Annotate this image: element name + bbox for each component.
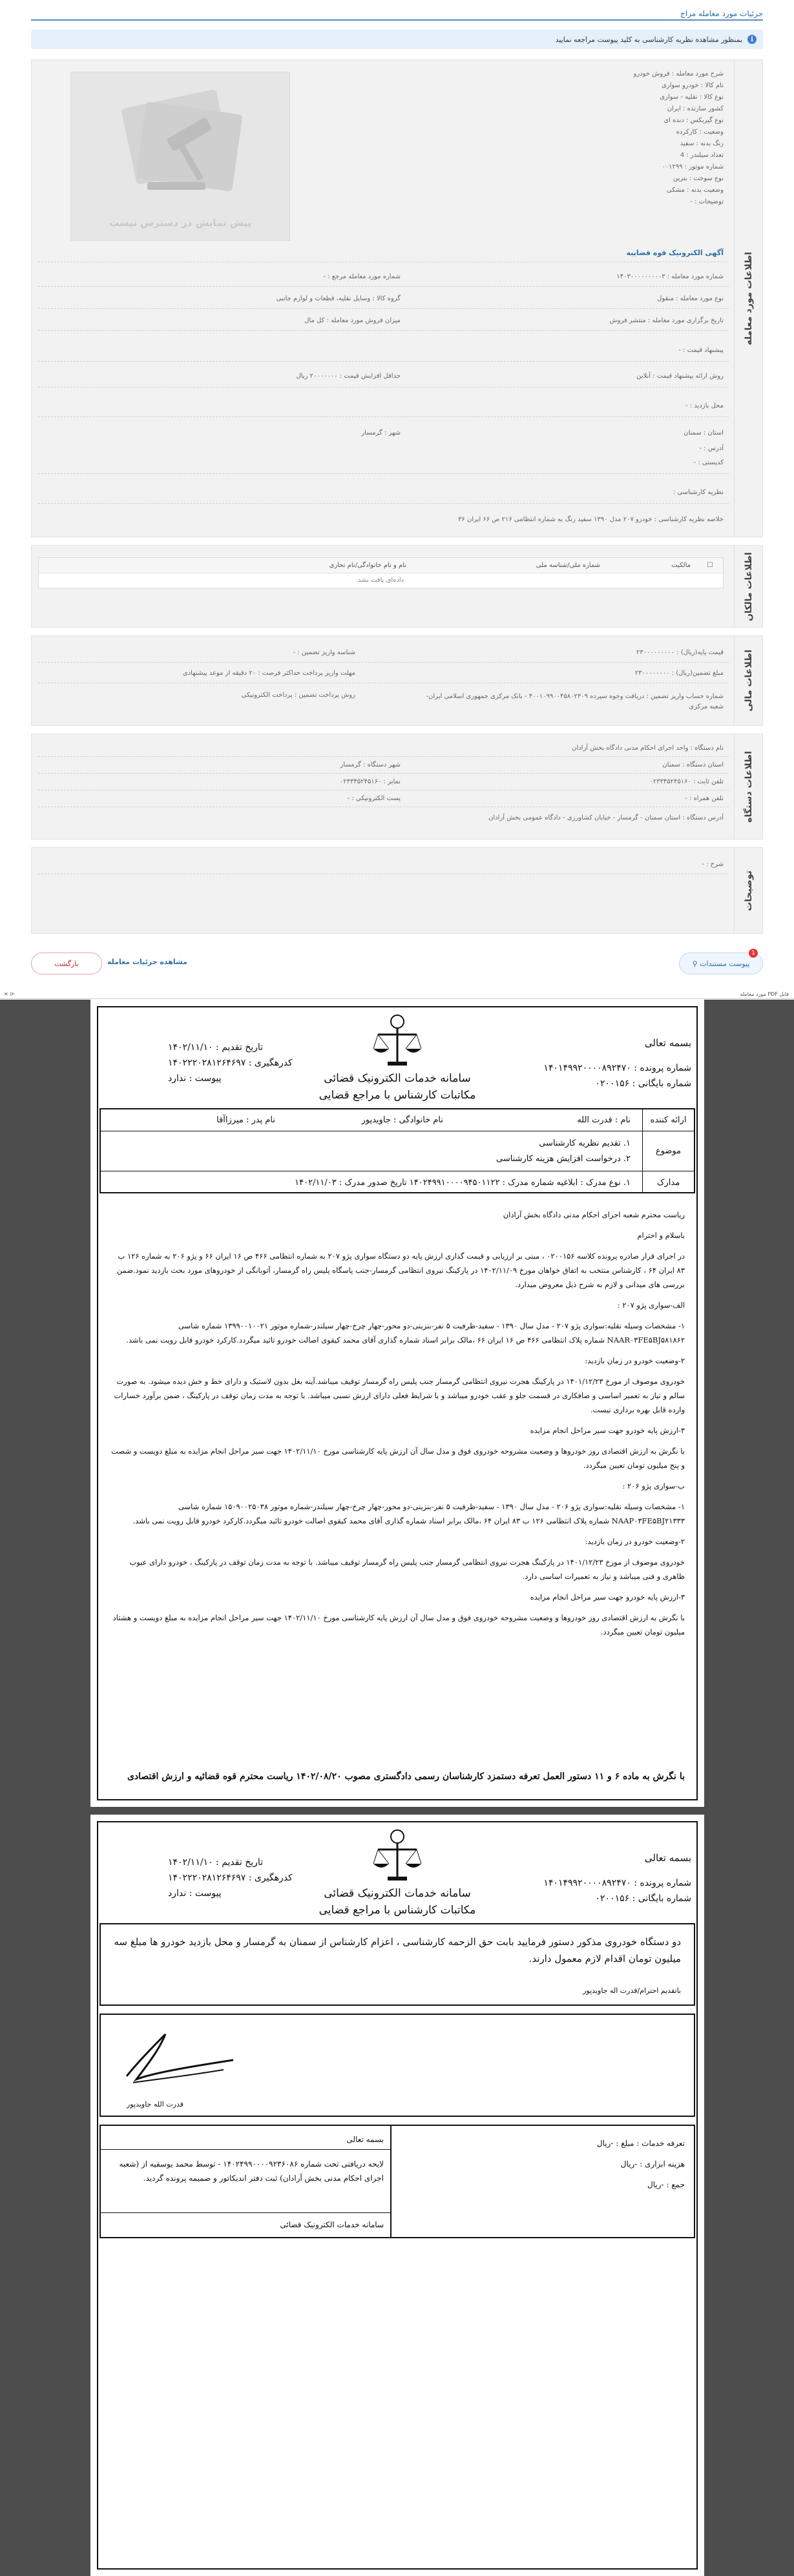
- doc-paragraph: ب-سواری پژو ۲۰۶ :: [622, 1481, 685, 1490]
- owners-table: [38, 557, 724, 588]
- agency-field: نمابر : ۰۲۳۳۴۵۲۴۵۱۶۰: [339, 778, 401, 785]
- docs-row: [101, 1171, 694, 1193]
- item-field: کشور سازنده : ایران: [667, 105, 724, 112]
- doc-date: تاریخ تقدیم : ۱۴۰۲/۱۱/۱۰: [168, 1042, 264, 1053]
- no-image-text: پیش نمایش در دسترس نیست: [109, 217, 251, 229]
- agency-field: آدرس دستگاه : استان سمنان - گرمسار - خیابان کشاورزی - دادگاه عمومی بخش آرادان: [488, 814, 724, 821]
- signature-image: [114, 2021, 243, 2099]
- request-box: [99, 1923, 695, 2006]
- doc-paragraph: ۱- مشخصات وسیله نقلیه:سواری پژو ۲۰۷ - مدل سال ۱۳۹۰ - سفید-ظرفیت ۵ نفر-بنزینی-دو محور-چهار چرخ-چهار سیلندر-شماره موتور ۱۳۹۹۰۰۱۰۰۲۱ شماره شاسی NAAR۰۳FE۵BJ۵۸۱۸۶۲ شماره پلاک انتظامی ۴۶۶ ص ۱۶ ایران ۶۶ ،مالک برابر اسناد شماره گذاری آقای محمد کیقوی اصالت خودرو تائید میگردد.کارکرد خودرو قابل رویت نمی باشد.: [126, 1321, 685, 1345]
- viewer-toolbar: [0, 991, 794, 999]
- finance-field: شناسه واریز تضمین : -: [293, 649, 355, 656]
- docs-text: ۱. نوع مدرک : ابلاغیه شماره مدرک : ۱۴۰۲۴۹۹۱۰۰۰۰۹۴۵۰۱۱۲۲ تاریخ صدور مدرک : ۱۴۰۲/۱۱/۰۳: [295, 1177, 631, 1188]
- stamp-cell: [101, 2126, 390, 2237]
- attach-badge: 1: [749, 949, 758, 958]
- desc-section: [31, 847, 763, 934]
- grid-cell: میزان فروش مورد معامله : کل مال: [304, 317, 401, 324]
- paperclip-icon: ⚲: [692, 959, 698, 968]
- finance-field: مهلت واریز پرداخت حداکثر فرصت : ۲۰ دقیقه از موعد پیشنهادی: [182, 670, 355, 677]
- doc-paragraph: با نگرش به ارزش اقتصادی روز خودروها و وضعیت مشروحه خودروی فوق و مدل سال آن ارزش پایه کارشناسی مورخ ۱۴۰۲/۱۱/۱۰ جهت سیر مراحل انجام مزایده به مبلغ دویست و هشتاد میلیون تومان تعیین میگردد.: [112, 1613, 685, 1636]
- agency-field: پست الکترونیکی : -: [347, 795, 401, 802]
- signature-box: [99, 2014, 695, 2117]
- doc-attachment: پیوست : ندارد: [168, 1073, 222, 1084]
- item-field: نوع گیربکس : دنده ای: [663, 117, 724, 124]
- finance-field: روش پرداخت تضمین : پرداخت الکترونیکی: [241, 692, 355, 699]
- detail-page: [0, 0, 794, 991]
- item-section-label: اطلاعات مورد معامله: [734, 60, 762, 537]
- divider: [38, 330, 729, 331]
- item-field: نام کالا : خودرو سواری: [661, 82, 724, 89]
- footer-box: [99, 2125, 695, 2238]
- col-owner-name: نام و نام خانوادگی/نام تجاری: [329, 562, 406, 569]
- doc-paragraph: ۲-وضعیت خودرو در زمان بازدید:: [585, 1356, 685, 1365]
- col-ownership: مالکیت: [671, 562, 691, 569]
- grid-cell: شماره مورد معامله : ۱۴۰۳۰۰۰۰۰۰۰۰۰۳: [616, 273, 724, 280]
- doc-org-2: مکاتبات کارشناس با مراجع قضایی: [319, 1904, 476, 1917]
- doc-info-table: [99, 1108, 695, 1193]
- finance-section: [31, 635, 763, 726]
- viewer-controls-icon[interactable]: ⟳ ✕: [4, 991, 14, 997]
- owners-empty: داده‌ای یافت نشد: [357, 577, 404, 584]
- stamp-title: بسمه تعالی: [346, 2135, 384, 2144]
- item-field: تعداد سیلندر : 4: [680, 152, 724, 159]
- item-field: شماره موتور : ۰۰۱۲۹۹: [662, 163, 724, 170]
- grid-cell: گروه کالا : وسایل نقلیه، قطعات و لوازم جانبی: [276, 295, 401, 302]
- request-text: دو دستگاه خودروی مذکور دستور فرمایید بابت حق الزحمه کارشناسی ، اعزام کارشناس از سمنان به گرمسار و محل بازدید خودرو ها مبلغ سه میلیون تومان اقدام لازم معمول دارند.: [114, 1936, 681, 1964]
- doc-paragraph: ۲-وضعیت خودرو در زمان بازدید:: [585, 1537, 685, 1546]
- stamp-text: لایحه دریافتی تحت شماره ۱۴۰۲۴۹۹۰۰۰۰۹۲۳۶۰۸۶ - توسط محمد یوسفیه از (شعبه اجرای احکام مدنی بخش آرادان) ثبت دفتر اندیکاتور و ضمیمه پرونده گردید.: [119, 2159, 384, 2183]
- doc-archive-no: شماره بایگانی : ۰۲۰۰۱۵۶: [595, 1078, 691, 1089]
- submitter-father: نام پدر : میرزاآقا: [216, 1115, 275, 1125]
- finance-section-label: اطلاعات مالی: [734, 636, 762, 725]
- fee-tools: هزینه ابزاری : -ریال: [620, 2159, 685, 2169]
- attach-button[interactable]: پیوست مستندات ⚲: [679, 953, 763, 974]
- submitter-row: [101, 1109, 694, 1131]
- title-divider: [31, 19, 763, 21]
- doc-org-1: سامانه خدمات الکترونیک قضائی: [324, 1887, 471, 1900]
- agency-section: [31, 734, 763, 840]
- item-field: توضیحات : -: [690, 198, 724, 205]
- pdf-viewer[interactable]: [0, 1000, 794, 2576]
- view-details-link[interactable]: مشاهده جزئیات معامله: [107, 958, 187, 966]
- doc-tracking: کدرهگیری : ۱۴۰۲۲۲۰۲۸۱۲۶۴۶۹۷: [168, 1873, 293, 1883]
- divider: [38, 773, 729, 774]
- ad-link[interactable]: آگهی الکترونیک قوه قضاییه: [626, 249, 724, 257]
- judiciary-emblem-icon: [368, 1011, 426, 1069]
- info-banner: [31, 30, 763, 49]
- grid-cell: آدرس : -: [699, 445, 724, 452]
- divider: [38, 756, 729, 757]
- expert-summary: خلاصه نظریه کارشناسی : خودرو ۲۰۷ مدل ۱۳۹۰ سفید رنگ به شماره انتظامی ۲۱۶ ص ۶۶ ایران ۳۶: [458, 516, 724, 523]
- doc-archive-no: شماره بایگانی : ۰۲۰۰۱۵۶: [595, 1893, 691, 1904]
- signer-name: قدرت الله جاویدپور: [127, 2100, 183, 2108]
- grid-cell: محل بازدید : -: [685, 402, 724, 409]
- info-icon: i: [747, 35, 757, 44]
- doc-paragraph: باسلام و احترام: [637, 1231, 685, 1240]
- page-title: جزئیات مورد معامله مزاج: [680, 9, 763, 18]
- item-field: نوع سوخت : بنزین: [673, 175, 724, 182]
- fee-services: تعرفه خدمات : مبلغ : -ریال: [596, 2139, 685, 2148]
- desc-field: شرح : -: [702, 861, 724, 868]
- agency-field: نام دستگاه : واحد اجرای احکام مدنی دادگاه بخش آرادان: [572, 745, 724, 752]
- doc-paragraph: خودروی موصوف از مورخ ۱۴۰۱/۱۲/۲۳ در پارکینگ هجرت نیروی انتظامی گرمسار جنب پلیس راه گرمسار توقیف میباشد. با توجه به مدت زمان توقف در پارکینگ ، خودرو دارای عیوب ظاهری و فنی میباشد و نیاز به تعمیرات اساسی دارد.: [129, 1558, 685, 1581]
- doc-file-no: شماره پرونده : ۱۴۰۱۴۹۹۲۰۰۰۰۸۹۲۴۷۰: [543, 1878, 691, 1888]
- grid-cell: نوع مورد معامله : منقول: [657, 295, 724, 302]
- finance-field: مبلغ تضمین(ریال) : ۲۳۰۰۰۰۰۰۰۰: [634, 670, 724, 677]
- item-field: وضعیت بدنه : مشکی: [666, 187, 724, 194]
- divider: [38, 361, 729, 362]
- divider: [38, 308, 729, 309]
- action-bar: [31, 950, 763, 976]
- agency-field: شهر دستگاه : گرمسار: [340, 761, 401, 768]
- desc-section-label: توضیحات: [734, 848, 762, 933]
- item-field: شرح مورد معامله : فروش خودرو: [633, 70, 724, 77]
- subject-row: [101, 1131, 694, 1171]
- divider: [38, 473, 729, 474]
- grid-cell: شماره مورد معامله مرجع : -: [323, 273, 401, 280]
- finance-field: قیمت پایه(ریال) : ۲۳۰۰۰۰۰۰۰۰۰: [636, 649, 724, 656]
- regards-text: باتقدیم احترام/قدرت اله جاویدپور: [583, 1986, 681, 1995]
- no-image-placeholder: [70, 72, 290, 241]
- doc-paragraph: در اجرای قرار صادره پرونده کلاسه ۰۲۰۰۱۵۶ ، مبنی بر ارزیابی و قیمت گذاری ارزش پایه دو دستگاه سواری پژو ۲۰۷ به شماره انتظامی ۴۶۶ ص ۱۶ ایران ۶۶ و پژو ۲۰۶ به شماره ۱۲۶ ب ۸۳ ایران ۶۴ ، کارشناس منتخب به اتفاق خواهان مورخ ۱۴۰۲/۱۱/۰۹ در پارکینگ نیروی انتظامی گرمسار-جنب پاسگاه پلیس راه گرمسار، آتوبانگی از خودروهای مورد بحث بازدید نمود.ضمن بررسی های میدانی و لازم به شرح ذیل معروض میدارد.: [116, 1252, 685, 1289]
- grid-cell: پیشنهاد قیمت : -: [678, 347, 724, 354]
- item-field: وضعیت : کارکرده: [676, 129, 724, 136]
- doc-paragraph: ۳-ارزش پایه خودرو جهت سیر مراحل انجام مزایده: [530, 1426, 685, 1435]
- submitter-family: نام خانوادگی : جاویدپور: [361, 1115, 443, 1125]
- doc-bismillah: بسمه تعالی: [644, 1037, 691, 1049]
- divider: [38, 286, 729, 287]
- grid-cell: شهر : گرمسار: [361, 429, 401, 437]
- select-all-checkbox[interactable]: ☐: [707, 562, 713, 569]
- owners-section: [31, 545, 763, 628]
- fee-total: جمع : -ریال: [647, 2180, 685, 2189]
- grid-cell: حداقل افزایش قیمت : ۲۰۰۰۰۰۰۰ ریال: [296, 373, 401, 380]
- agency-field: تلفن ثابت : ۰۲۳۳۴۵۲۴۵۱۶۰: [649, 778, 724, 785]
- subject-label: موضوع: [642, 1131, 694, 1171]
- judiciary-emblem-icon: [368, 1826, 426, 1884]
- info-text: بمنظور مشاهده نظریه کارشناسی به کلید پیوست مراجعه نمایید: [555, 35, 742, 44]
- divider: [101, 2212, 390, 2213]
- subject-1: ۱. تقدیم نظریه کارشناسی: [539, 1138, 631, 1148]
- submitter-name: نام : قدرت الله: [577, 1115, 631, 1125]
- fees-cell: [390, 2126, 694, 2237]
- item-field: رنگ بدنه : سفید: [680, 140, 724, 147]
- doc-paragraph: ۳-ارزش پایه خودرو جهت سیر مراحل انجام مزایده: [530, 1592, 685, 1602]
- stamp-footer: سامانه خدمات الکترونیک قضائی: [280, 2220, 384, 2229]
- agency-field: تلفن همراه : -: [685, 795, 724, 802]
- col-national-id: شماره ملی/شناسه ملی: [536, 562, 600, 569]
- agency-field: استان دستگاه : سمنان: [662, 761, 724, 768]
- doc-tracking: کدرهگیری : ۱۴۰۲۲۲۰۲۸۱۲۶۴۶۹۷: [168, 1058, 293, 1068]
- divider: [38, 662, 729, 663]
- owners-table-header: [39, 558, 723, 573]
- grid-cell: تاریخ برگزاری مورد معامله : منتشر فروش: [609, 317, 724, 324]
- expert-title: نظریه کارشناسی :: [673, 489, 724, 496]
- divider: [38, 503, 729, 504]
- doc-attachment: پیوست : ندارد: [168, 1888, 222, 1899]
- doc-file-no: شماره پرونده : ۱۴۰۱۴۹۹۲۰۰۰۰۸۹۲۴۷۰: [543, 1063, 691, 1073]
- submitter-label: ارائه کننده: [642, 1109, 694, 1131]
- doc-bismillah: بسمه تعالی: [644, 1852, 691, 1864]
- grid-cell: کدپستی : -: [693, 459, 724, 466]
- item-section: [31, 59, 763, 537]
- owners-section-label: اطلاعات مالکان: [734, 546, 762, 627]
- doc-date: تاریخ تقدیم : ۱۴۰۲/۱۱/۱۰: [168, 1857, 264, 1868]
- doc-paragraph: خودروی موصوف از مورخ ۱۴۰۱/۱۲/۲۳ در پارکینگ هجرت نیروی انتظامی گرمسار جنب پلیس راه گرمسار توقیف میباشد.آینه بغل بدون لاستیک و دارای خط و خش دیده میشود. به صورت سالم و نیاز به تعمیر اساسی و صافکاری در قسمت جلو و عقب خودرو میباشد و با شرایط فعلی دارای ارزش نسبی میباشد. با توجه به مدت زمان توقف در پارکینگ ، ضمن برآورد خسارات وارده قابل بهره برداری نیست.: [114, 1377, 685, 1414]
- doc-paragraph: الف-سواری پژو ۲۰۷ :: [617, 1301, 685, 1310]
- document-page-2: [90, 1815, 704, 2576]
- document-page-1: [90, 1000, 704, 1807]
- grid-cell: استان : سمنان: [684, 429, 724, 437]
- item-field: نوع کالا : نقلیه - سواری: [660, 94, 724, 101]
- viewer-title: فایل PDF مورد معامله: [740, 991, 789, 997]
- divider: [101, 2149, 390, 2150]
- back-button[interactable]: بازگشت: [31, 953, 102, 974]
- agency-section-label: اطلاعات دستگاه: [734, 734, 762, 839]
- finance-field: شماره حساب واریز تضمین : دریافت وجوه سپرده ۴۰۰۱۰۹۹۰۰۴۵۸۰۲۳۰۹ - بانک مرکزی جمهوری اسلامی ایران- شعبه مرکزی: [426, 693, 724, 710]
- doc-paragraph: ۱- مشخصات وسیله نقلیه:سواری پژو ۲۰۶ - مدل سال ۱۳۹۰ - سفید-ظرفیت ۵ نفر-بنزینی-دو محور-چهار چرخ-چهار سیلندر-شماره موتور ۱۵۰۹۰۰۲۵۰۳۸ شماره شاسی NAAP۰۳FE۵BJ۲۱۳۳۳ شماره پلاک انتظامی ۱۲۶ ب ۸۳ ایران ۶۴ ،مالک برابر اسناد شماره گذاری آقای محمد کیقوی اصالت خودرو تائید میگردد.کارکرد خودرو قابل رویت نمی باشد.: [132, 1502, 685, 1525]
- doc-org-1: سامانه خدمات الکترونیک قضائی: [324, 1072, 471, 1085]
- doc-body: [110, 1208, 685, 1645]
- doc-paragraph: ریاست محترم شعبه اجرای احکام مدنی دادگاه بخش آرادان: [503, 1210, 685, 1219]
- docs-label: مدارک: [642, 1171, 694, 1193]
- doc-org-2: مکاتبات کارشناس با مراجع قضایی: [319, 1089, 476, 1102]
- doc-paragraph: با نگرش به ارزش اقتصادی روز خودروها و وضعیت مشروحه خودروی فوق و مدل سال آن ارزش پایه کارشناسی مورخ ۱۴۰۲/۱۱/۱۰ جهت سیر مراحل انجام مزایده به مبلغ دویست و شصت و پنج میلیون تومان تعیین میگردد.: [111, 1447, 685, 1470]
- subject-2: ۲. درخواست افزایش هزینه کارشناسی: [496, 1153, 631, 1164]
- grid-cell: روش ارائه پیشنهاد قیمت : آنلاین: [636, 373, 724, 380]
- gavel-icon: [70, 72, 289, 214]
- doc-footer: با نگرش به ماده ۶ و ۱۱ دستور العمل تعرفه دستمزد کارشناسان رسمی دادگستری مصوب ۱۴۰۲/۰۸/۲۰ ریاست محترم قوه قضائیه و ارزش اقتصادی: [127, 1771, 685, 1782]
